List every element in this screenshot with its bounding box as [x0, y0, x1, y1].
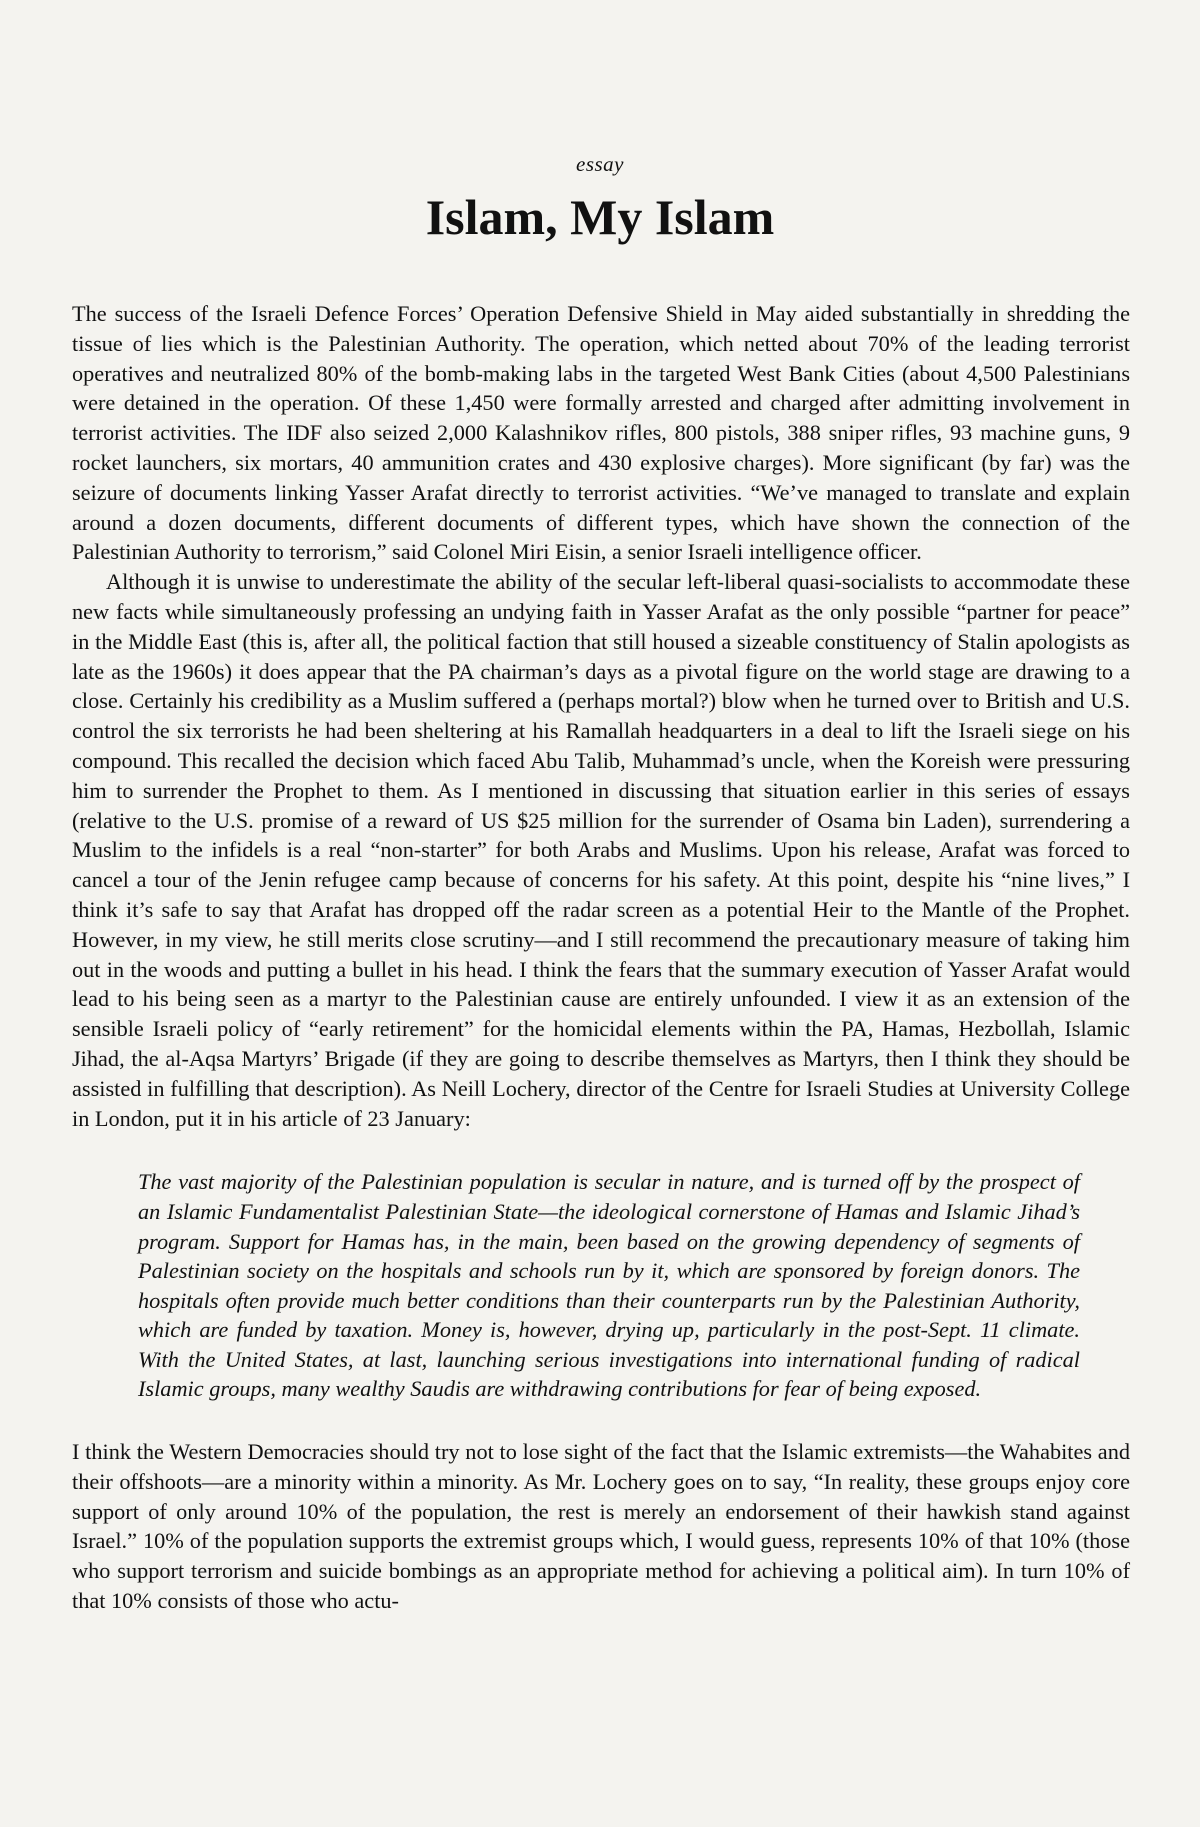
article-title: Islam, My Islam	[425, 189, 775, 245]
paragraph-2: Although it is unwise to underestimate the ability of the secular left-liberal quasi-socialists to accommodate these new facts while simultaneously professing an undying faith in Yasser Arafat as the only possible “partner for peace” in the Middle East (this is, after all, the political faction that still housed a sizeable constituency of Stalin apologists as late as the 1960s) it does appear that the PA chairman’s days as a pivotal figure on the world stage are drawing to a close. Certainly his credibility as a Muslim suffered a (perhaps mortal?) blow when he turned over to British and U.S. control the six terrorists he had been sheltering at his Ramallah headquarters in a deal to lift the Israeli siege on his compound. This recalled the decision which faced Abu Talib, Muhammad’s uncle, when the Koreish were pressuring him to surrender the Prophet to them. As I mentioned in discussing that situation earlier in this series of essays (relative to the U.S. promise of a reward of US $25 million for the surrender of Osama bin Laden), surrendering a Muslim to the infidels is a real “non-starter” for both Arabs and Muslims. Upon his release, Arafat was forced to cancel a tour of the Jenin refugee camp because of concerns for his safety. At this point, despite his “nine lives,” I think it’s safe to say that Arafat has dropped off the radar screen as a potential Heir to the Mantle of the Prophet. However, in my view, he still merits close scrutiny—and I still recommend the precautionary measure of taking him out in the woods and putting a bullet in his head. I think the fears that the summary execution of Yasser Arafat would lead to his being seen as a martyr to the Palestinian cause are entirely unfounded. I view it as an extension of the sensible Israeli policy of “early retirement” for the homicidal elements within the PA, Hamas, Hezbollah, Islamic Jihad, the al-Aqsa Martyrs’ Brigade (if they are going to describe themselves as Martyrs, then I think they should be assisted in fulfilling that description). As Neill Lochery, director of the Centre for Israeli Studies at University College in London, put it in his article of 23 January:	[72, 569, 1130, 1131]
paragraph-3: I think the Western Democracies should try not to lose sight of the fact that the Islamic extremists—the Wahabites and their offshoots—are a minority within a minority. As Mr. Lochery goes on to say, “In reality, these groups enjoy core support of only around 10% of the population, the rest is merely an endorsement of their hawkish stand against Israel.” 10% of the population supports the extremist groups which, I would guess, represents 10% of that 10% (those who support terrorism and suicide bombings as an appropriate method for achieving a political aim). In turn 10% of that 10% consists of those who actu-	[72, 1439, 1130, 1614]
section-kicker: essay	[576, 152, 624, 176]
paragraph-1: The success of the Israeli Defence Forces’ Operation Defensive Shield in May aided substantially in shredding the tissue of lies which is the Palestinian Authority. The operation, which netted about 70% of the leading terrorist operatives and neutralized 80% of the bomb-making labs in the targeted West Bank Cities (about 4,500 Palestinians were detained in the operation. Of these 1,450 were formally arrested and charged after admitting involvement in terrorist activities. The IDF also seized 2,000 Kalashnikov rifles, 800 pistols, 388 sniper rifles, 93 machine guns, 9 rocket launchers, six mortars, 40 ammunition crates and 430 explosive charges). More significant (by far) was the seizure of documents linking Yasser Arafat directly to terrorist activities. “We’ve managed to translate and explain around a dozen documents, different documents of different types, which have shown the connection of the Palestinian Authority to terrorism,” said Colonel Miri Eisin, a senior Israeli intelligence officer.	[72, 301, 1130, 565]
article-body	[72, 299, 1130, 1616]
block-quote: The vast majority of the Palestinian population is secular in nature, and is turned off by the prospect of an Islamic Fundamentalist Palestinian State—the ideological cornerstone of Hamas and Islamic Jihad’s program. Support for Hamas has, in the main, been based on the growing dependency of segments of Palestinian society on the hospitals and schools run by it, which are sponsored by foreign donors. The hospitals often provide much better conditions than their counterparts run by the Palestinian Authority, which are funded by taxation. Money is, however, drying up, particularly in the post-Sept. 11 climate. With the United States, at last, launching serious investigations into international funding of radical Islamic groups, many wealthy Saudis are withdrawing contributions for fear of being exposed.	[138, 1169, 1080, 1402]
